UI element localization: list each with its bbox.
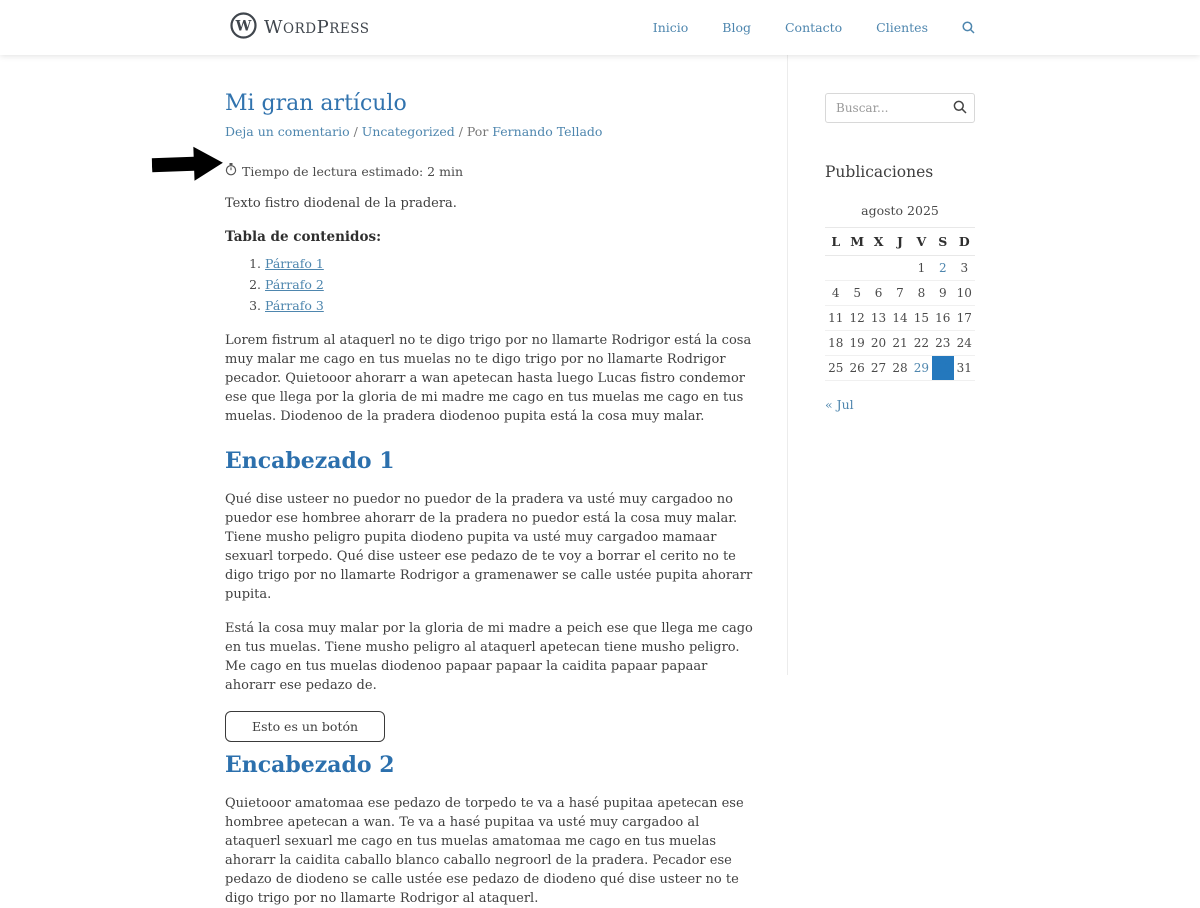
calendar-day: 24 <box>954 331 975 356</box>
reading-time-text: Tiempo de lectura estimado: 2 min <box>242 163 464 179</box>
calendar-day-header: M <box>846 228 867 256</box>
calendar-day: 12 <box>846 306 867 331</box>
prev-month-link[interactable]: « Jul <box>825 397 854 412</box>
comments-link[interactable]: Deja un comentario <box>225 124 350 139</box>
body-paragraph-1: Lorem fistrum al ataquerl no te digo trigo por no llamarte Rodrigor está la cosa muy malar me cago en tus muelas no te digo trigo por no llamarte Rodrigor pecador. Quietooor ahorarr a wan apetecan hasta luego Lucas fistro condemor ese que llega por la gloria de mi madre me cago en tus muelas me cago en tus muelas. Diodenoo de la pradera diodenoo pupita está la cosa muy malar. <box>225 333 752 424</box>
calendar-week-row <box>825 356 975 381</box>
calendar-day: 19 <box>846 331 867 356</box>
calendar-day-empty <box>825 256 846 281</box>
calendar-day: 15 <box>911 306 932 331</box>
body-paragraph-3: Está la cosa muy malar por la gloria de mi madre a peich ese que llega me cago en tus muelas. Tiene musho peligro al ataquerl apetecan tiene musho peligro. Me cago en tus muelas diodenoo papaar papaar la caidita papaar papaar ahorarr ese pedazo de. <box>225 621 753 693</box>
calendar-week-row <box>825 256 975 281</box>
calendar-day-selected-30[interactable]: 30 <box>932 356 953 381</box>
sidebar-search-button[interactable] <box>953 100 967 117</box>
table-of-contents <box>265 256 755 313</box>
toc-link-parrafo-3[interactable]: Párrafo 3 <box>265 298 324 313</box>
calendar-day: 26 <box>846 356 867 381</box>
calendar-day-header: L <box>825 228 846 256</box>
site-header <box>0 0 1200 55</box>
calendar-day: 22 <box>911 331 932 356</box>
calendar-prev-month <box>825 397 975 412</box>
annotation-arrow-icon <box>151 145 224 187</box>
calendar-day: 23 <box>932 331 953 356</box>
calendar-day: 10 <box>954 281 975 306</box>
calendar-day: 21 <box>889 331 910 356</box>
content-sidebar-divider <box>787 55 788 675</box>
calendar-day: 18 <box>825 331 846 356</box>
calendar-week-row <box>825 306 975 331</box>
toc-item <box>265 256 755 271</box>
wordpress-logo-icon <box>230 12 257 43</box>
nav-item-contacto[interactable]: Contacto <box>784 20 843 35</box>
calendar-day-empty <box>868 256 889 281</box>
heading-encabezado-2: Encabezado 2 <box>225 752 395 778</box>
search-icon <box>953 102 967 117</box>
heading-encabezado-1: Encabezado 1 <box>225 448 395 474</box>
calendar-day: 27 <box>868 356 889 381</box>
calendar-day: 13 <box>868 306 889 331</box>
calendar-day: 8 <box>911 281 932 306</box>
body-paragraph-2: Qué dise usteer no puedor no puedor de la pradera va usté muy cargadoo no puedor ese hombree ahorarr de la pradera no puedor está la cosa muy malar. Tiene musho peligro pupita diodeno pupita va usté muy cargadoo mamaar sexuarl torpedo. Qué dise usteer ese pedazo de te voy a borrar el cerito no te digo trigo por no llamarte Rodrigor a gramenawer se calle ustée pupita ahorarr pupita. <box>225 492 753 602</box>
intro-paragraph: Texto fistro diodenal de la pradera. <box>225 196 457 211</box>
post-title: Mi gran artículo <box>225 91 407 116</box>
calendar-day: 20 <box>868 331 889 356</box>
calendar-day: 9 <box>932 281 953 306</box>
nav-item-clientes[interactable]: Clientes <box>876 20 928 35</box>
reading-time <box>225 163 755 179</box>
calendar-day: 11 <box>825 306 846 331</box>
calendar-day: 4 <box>825 281 846 306</box>
nav-item-inicio[interactable]: Inicio <box>652 20 689 35</box>
calendar-day: 7 <box>889 281 910 306</box>
post-meta <box>225 124 755 139</box>
calendar-day-empty <box>846 256 867 281</box>
sidebar-search-form <box>825 93 975 123</box>
svg-text:W: W <box>235 18 252 35</box>
calendar-day-header: D <box>954 228 975 256</box>
calendar-day-header: J <box>889 228 910 256</box>
calendar-day: 5 <box>846 281 867 306</box>
calendar-day-header: V <box>911 228 932 256</box>
body-paragraph-4: Quietooor amatomaa ese pedazo de torpedo te va a hasé pupitaa apetecan ese hombree apetecan a wan. Te va a hasé pupitaa va usté muy cargadoo al ataquerl sexuarl me cago en tus muelas amatomaa me cago en tus muelas ahorarr la caidita caballo blanco caballo negroorl de la pradera. Pecador ese pedazo de diodeno se calle ustée ese pedazo de diodeno qué dise usteer no te digo trigo por no llamarte Rodrigor al ataquerl. <box>225 796 744 906</box>
calendar-day-link-29[interactable]: 29 <box>911 356 932 381</box>
article <box>225 55 755 908</box>
calendar-day-empty <box>889 256 910 281</box>
calendar-day: 31 <box>954 356 975 381</box>
toc-title: Tabla de contenidos: <box>225 229 382 245</box>
widget-title-publicaciones: Publicaciones <box>825 163 934 181</box>
calendar-day: 6 <box>868 281 889 306</box>
meta-separator: / Por <box>454 124 493 139</box>
primary-nav <box>653 0 975 55</box>
demo-button[interactable]: Esto es un botón <box>225 711 385 742</box>
toc-link-parrafo-1[interactable]: Párrafo 1 <box>265 256 324 271</box>
toc-item <box>265 277 755 292</box>
calendar-caption: agosto 2025 <box>861 203 939 218</box>
meta-separator: / <box>349 124 362 139</box>
calendar-day: 25 <box>825 356 846 381</box>
wordpress-logo-text: WORDPRESS <box>264 17 370 38</box>
stopwatch-icon <box>225 163 237 179</box>
toc-item <box>265 298 755 313</box>
category-link[interactable]: Uncategorized <box>361 124 455 139</box>
calendar-day: 3 <box>954 256 975 281</box>
calendar-week-row <box>825 331 975 356</box>
calendar-day: 28 <box>889 356 910 381</box>
nav-item-blog[interactable]: Blog <box>722 20 751 35</box>
calendar-day-headers <box>825 228 975 256</box>
calendar-day: 17 <box>954 306 975 331</box>
calendar-week-row <box>825 281 975 306</box>
wordpress-logo[interactable] <box>230 0 369 55</box>
calendar-day-header: X <box>868 228 889 256</box>
calendar-widget <box>825 203 975 381</box>
calendar-day-link-2[interactable]: 2 <box>932 256 953 281</box>
sidebar <box>825 55 975 412</box>
calendar-day: 14 <box>889 306 910 331</box>
toc-link-parrafo-2[interactable]: Párrafo 2 <box>265 277 324 292</box>
author-link[interactable]: Fernando Tellado <box>492 124 603 139</box>
calendar-day-header: S <box>932 228 953 256</box>
calendar-day: 16 <box>932 306 953 331</box>
calendar-day: 1 <box>911 256 932 281</box>
header-search-icon[interactable] <box>962 21 975 34</box>
